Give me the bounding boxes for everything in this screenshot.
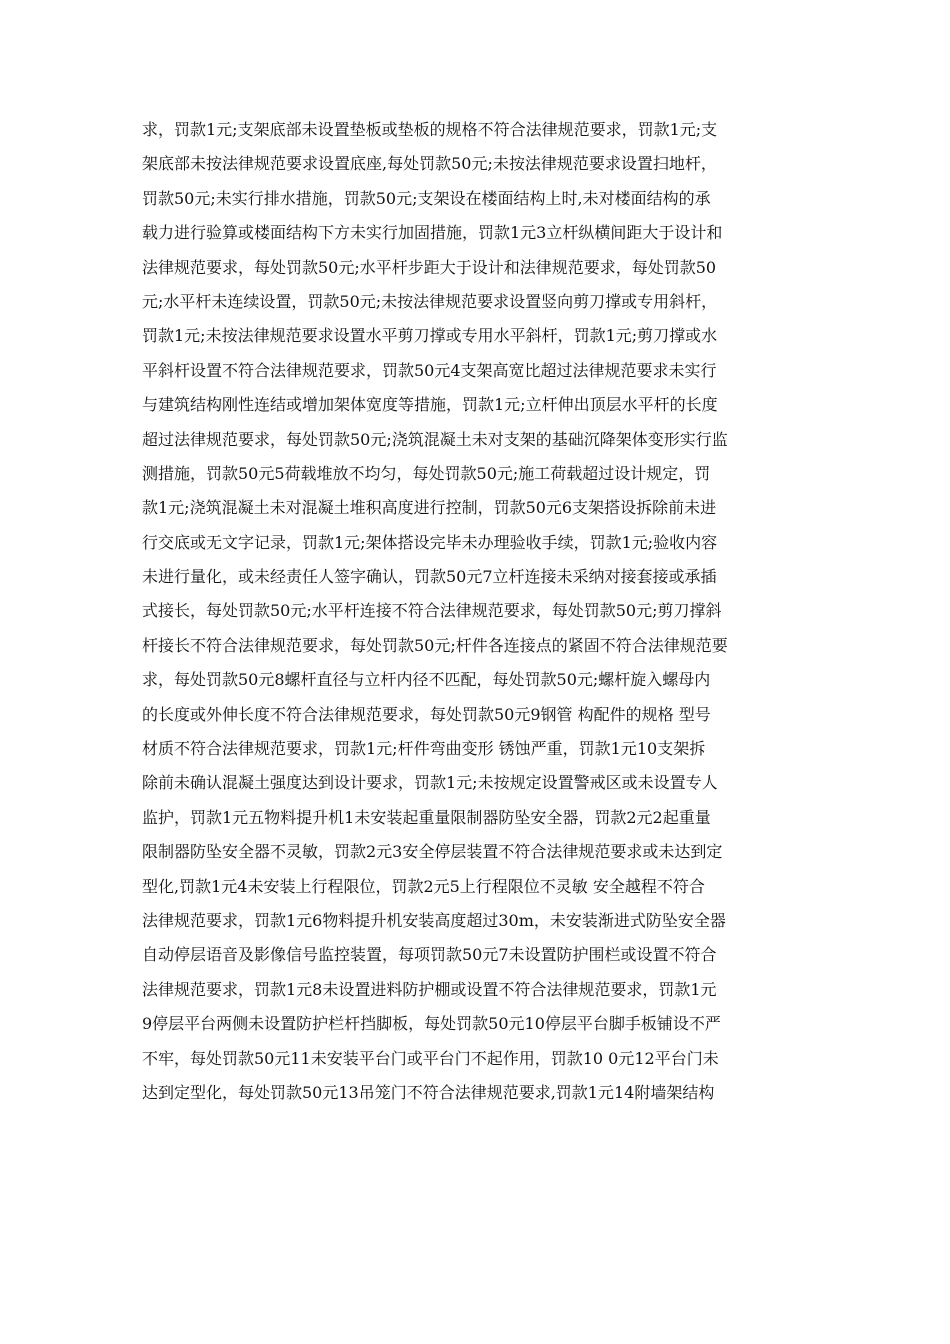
text-line: 元;水平杆未连续设置，罚款50元;未按法律规范要求设置竖向剪刀撑或专用斜杆， — [142, 291, 718, 311]
text-line: 式接长，每处罚款50元;水平杆连接不符合法律规范要求，每处罚款50元;剪刀撑斜 — [142, 601, 722, 621]
text-line: 达到定型化，每处罚款50元13吊笼门不符合法律规范要求,罚款1元14附墙架结构 — [142, 1082, 715, 1102]
text-line: 杆接长不符合法律规范要求，每处罚款50元;杆件各连接点的紧固不符合法律规范要 — [142, 635, 728, 655]
text-line: 型化,罚款1元4未安装上行程限位，罚款2元5上行程限位不灵敏 安全越程不符合 — [142, 876, 705, 896]
text-line: 限制器防坠安全器不灵敏，罚款2元3安全停层装置不符合法律规范要求或未达到定 — [142, 842, 723, 862]
text-line: 平斜杆设置不符合法律规范要求，罚款50元4支架高宽比超过法律规范要求未实行 — [142, 360, 717, 380]
text-line: 超过法律规范要求，每处罚款50元;浇筑混凝土未对支架的基础沉降架体变形实行监 — [142, 429, 728, 449]
text-line: 求，罚款1元;支架底部未设置垫板或垫板的规格不符合法律规范要求，罚款1元;支 — [142, 120, 718, 139]
text-line: 除前未确认混凝土强度达到设计要求，罚款1元;未按规定设置警戒区或未设置专人 — [142, 773, 718, 793]
text-line: 架底部未按法律规范要求设置底座,每处罚款50元;未按法律规范要求设置扫地杆， — [142, 154, 717, 174]
text-line: 求，每处罚款50元8螺杆直径与立杆内径不匹配，每处罚款50元;螺杆旋入螺母内 — [142, 670, 711, 690]
text-line: 载力进行验算或楼面结构下方未实行加固措施，罚款1元3立杆纵横间距大于设计和 — [142, 223, 723, 243]
text-line: 行交底或无文字记录，罚款1元;架体搭设完毕未办理验收手续，罚款1元;验收内容 — [142, 532, 718, 552]
text-line: 监护，罚款1元五物料提升机1未安装起重量限制器防坠安全器，罚款2元2起重量 — [142, 807, 711, 827]
body-text — [142, 113, 822, 1110]
text-line: 罚款50元;未实行排水措施，罚款50元;支架设在楼面结构上时,未对楼面结构的承 — [142, 188, 711, 208]
text-line: 法律规范要求，每处罚款50元;水平杆步距大于设计和法律规范要求，每处罚款50 — [142, 257, 717, 277]
text-line: 未进行量化，或未经责任人签字确认，罚款50元7立杆连接未采纳对接套接或承插 — [142, 567, 717, 587]
text-line: 自动停层语音及影像信号监控装置，每项罚款50元7未设置防护围栏或设置不符合 — [142, 945, 717, 965]
text-line: 罚款1元;未按法律规范要求设置水平剪刀撑或专用水平斜杆，罚款1元;剪刀撑或水 — [142, 326, 718, 346]
text-line: 与建筑结构刚性连结或增加架体宽度等措施，罚款1元;立杆伸出顶层水平杆的长度 — [142, 395, 718, 415]
text-line: 法律规范要求，罚款1元8未设置进料防护棚或设置不符合法律规范要求，罚款1元 — [142, 979, 717, 999]
text-line: 测措施，罚款50元5荷载堆放不均匀，每处罚款50元;施工荷载超过设计规定，罚 — [142, 463, 711, 483]
text-line: 9停层平台两侧未设置防护栏杆挡脚板，每处罚款50元10停层平台脚手板铺设不严 — [142, 1014, 721, 1034]
text-line: 的长度或外伸长度不符合法律规范要求，每处罚款50元9钢管 构配件的规格 型号 — [142, 704, 711, 724]
text-line: 法律规范要求，罚款1元6物料提升机安装高度超过30m，未安装渐进式防坠安全器 — [142, 910, 726, 930]
text-line: 材质不符合法律规范要求，罚款1元;杆件弯曲变形 锈蚀严重，罚款1元10支架拆 — [142, 739, 706, 759]
text-line: 款1元;浇筑混凝土未对混凝土堆积高度进行控制，罚款50元6支架搭设拆除前未进 — [142, 498, 717, 518]
text-line: 不牢，每处罚款50元11未安装平台门或平台门不起作用，罚款10 0元12平台门未 — [142, 1048, 719, 1068]
